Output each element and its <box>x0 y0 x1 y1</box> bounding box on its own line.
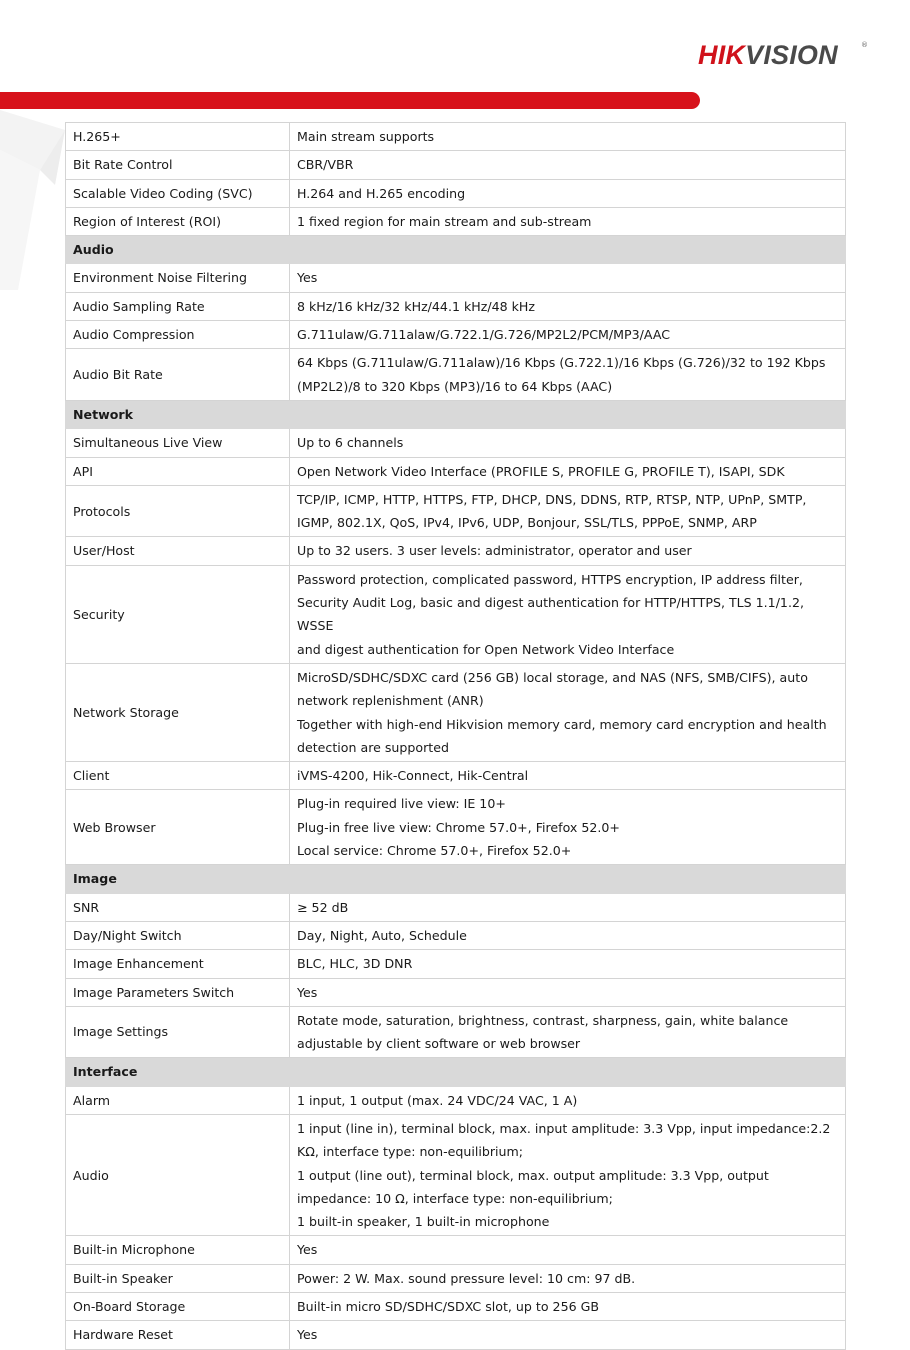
spec-label: Web Browser <box>66 790 290 865</box>
spec-value-line: (MP2L2)/8 to 320 Kbps (MP3)/16 to 64 Kbps (AAC) <box>297 378 613 394</box>
spec-value-line: G.711ulaw/G.711alaw/G.722.1/G.726/MP2L2/PCM/MP3/AAC <box>297 327 671 343</box>
spec-row <box>66 1264 846 1292</box>
spec-row <box>66 978 846 1006</box>
spec-value-line: Up to 6 channels <box>297 435 404 451</box>
spec-label: Built-in Microphone <box>66 1236 290 1264</box>
logo-part-vision: VISION <box>745 40 838 70</box>
spec-label: Alarm <box>66 1086 290 1114</box>
spec-value-line: 1 built-in speaker, 1 built-in microphone <box>297 1214 550 1230</box>
spec-label: User/Host <box>66 537 290 565</box>
spec-row <box>66 893 846 921</box>
spec-value <box>290 921 846 949</box>
spec-label: SNR <box>66 893 290 921</box>
spec-label: Audio Bit Rate <box>66 349 290 401</box>
section-title: Interface <box>66 1058 846 1086</box>
spec-value-line: network replenishment (ANR) <box>297 693 484 709</box>
spec-value <box>290 485 846 537</box>
spec-value <box>290 292 846 320</box>
spec-value <box>290 1236 846 1264</box>
spec-value-line: TCP/IP, ICMP, HTTP, HTTPS, FTP, DHCP, DNS, DDNS, RTP, RTSP, NTP, UPnP, SMTP, <box>297 491 807 507</box>
spec-label: On-Board Storage <box>66 1293 290 1321</box>
spec-label: API <box>66 457 290 485</box>
spec-value-line: Built-in micro SD/SDHC/SDXC slot, up to 256 GB <box>297 1299 599 1315</box>
spec-row <box>66 264 846 292</box>
spec-label: Client <box>66 762 290 790</box>
spec-value <box>290 264 846 292</box>
spec-value <box>290 429 846 457</box>
spec-value <box>290 1293 846 1321</box>
spec-row <box>66 207 846 235</box>
spec-value <box>290 457 846 485</box>
spec-value-line: Password protection, complicated password, HTTPS encryption, IP address filter, <box>297 571 803 587</box>
spec-value <box>290 950 846 978</box>
section-header-row <box>66 1058 846 1086</box>
spec-label: Image Parameters Switch <box>66 978 290 1006</box>
header-red-bar <box>0 92 700 109</box>
spec-value-line: KΩ, interface type: non-equilibrium; <box>297 1144 524 1160</box>
spec-row <box>66 1006 846 1058</box>
spec-label: Audio <box>66 1114 290 1235</box>
spec-value-line: Plug-in required live view: IE 10+ <box>297 796 506 812</box>
spec-row <box>66 1114 846 1235</box>
spec-label: Bit Rate Control <box>66 151 290 179</box>
spec-value-line: iVMS-4200, Hik-Connect, Hik-Central <box>297 768 529 784</box>
spec-value-line: BLC, HLC, 3D DNR <box>297 956 413 972</box>
hikvision-logo <box>698 38 868 72</box>
spec-row <box>66 429 846 457</box>
spec-value-line: Yes <box>297 1327 318 1343</box>
spec-row <box>66 151 846 179</box>
spec-value-line: 1 input (line in), terminal block, max. input amplitude: 3.3 Vpp, input impedance:2.2 <box>297 1120 831 1136</box>
spec-row <box>66 1293 846 1321</box>
spec-label: Environment Noise Filtering <box>66 264 290 292</box>
spec-value-line: ≥ 52 dB <box>297 899 349 915</box>
spec-value <box>290 179 846 207</box>
spec-value-line: CBR/VBR <box>297 157 354 173</box>
spec-value-line: and digest authentication for Open Network Video Interface <box>297 641 675 657</box>
section-header-row <box>66 236 846 264</box>
spec-value <box>290 1321 846 1349</box>
spec-row <box>66 321 846 349</box>
section-title: Network <box>66 400 846 428</box>
spec-value-line: detection are supported <box>297 739 449 755</box>
spec-value <box>290 790 846 865</box>
spec-value <box>290 762 846 790</box>
spec-label: Region of Interest (ROI) <box>66 207 290 235</box>
spec-value-line: 1 input, 1 output (max. 24 VDC/24 VAC, 1 A) <box>297 1092 578 1108</box>
spec-value <box>290 565 846 663</box>
spec-row <box>66 762 846 790</box>
spec-label: Image Enhancement <box>66 950 290 978</box>
spec-value-line: Open Network Video Interface (PROFILE S, PROFILE G, PROFILE T), ISAPI, SDK <box>297 463 785 479</box>
spec-row <box>66 921 846 949</box>
spec-value <box>290 1006 846 1058</box>
spec-table <box>65 122 846 1350</box>
spec-label: Audio Compression <box>66 321 290 349</box>
spec-row <box>66 349 846 401</box>
spec-row <box>66 790 846 865</box>
spec-label: Audio Sampling Rate <box>66 292 290 320</box>
spec-label: Security <box>66 565 290 663</box>
spec-value <box>290 1086 846 1114</box>
logo-part-hik: HIK <box>698 40 746 70</box>
spec-row <box>66 663 846 761</box>
spec-row <box>66 950 846 978</box>
spec-label: Day/Night Switch <box>66 921 290 949</box>
spec-value-line: Yes <box>297 270 318 286</box>
spec-row <box>66 123 846 151</box>
spec-value-line: adjustable by client software or web browser <box>297 1036 581 1052</box>
spec-label: Network Storage <box>66 663 290 761</box>
spec-value <box>290 1114 846 1235</box>
spec-row <box>66 1321 846 1349</box>
spec-row <box>66 457 846 485</box>
spec-row <box>66 1236 846 1264</box>
spec-value-line: Security Audit Log, basic and digest authentication for HTTP/HTTPS, TLS 1.1/1.2, WSSE <box>297 595 804 634</box>
spec-value-line: Up to 32 users. 3 user levels: administrator, operator and user <box>297 543 692 559</box>
spec-value-line: Day, Night, Auto, Schedule <box>297 927 467 943</box>
spec-value-line: Main stream supports <box>297 129 435 144</box>
spec-row <box>66 485 846 537</box>
spec-value <box>290 207 846 235</box>
spec-label: H.265+ <box>66 123 290 151</box>
spec-value <box>290 1264 846 1292</box>
section-title: Image <box>66 865 846 893</box>
spec-value <box>290 893 846 921</box>
section-header-row <box>66 865 846 893</box>
spec-value-line: impedance: 10 Ω, interface type: non-equilibrium; <box>297 1190 613 1206</box>
spec-row <box>66 565 846 663</box>
spec-value <box>290 663 846 761</box>
spec-label: Image Settings <box>66 1006 290 1058</box>
spec-value <box>290 978 846 1006</box>
spec-value-line: IGMP, 802.1X, QoS, IPv4, IPv6, UDP, Bonjour, SSL/TLS, PPPoE, SNMP, ARP <box>297 515 757 531</box>
spec-value-line: Yes <box>297 984 318 1000</box>
spec-value-line: 64 Kbps (G.711ulaw/G.711alaw)/16 Kbps (G.722.1)/16 Kbps (G.726)/32 to 192 Kbps <box>297 355 826 371</box>
spec-value-line: 1 fixed region for main stream and sub-stream <box>297 213 592 229</box>
section-header-row <box>66 400 846 428</box>
registered-mark: ® <box>861 41 868 49</box>
spec-row <box>66 537 846 565</box>
spec-label: Built-in Speaker <box>66 1264 290 1292</box>
spec-label: Protocols <box>66 485 290 537</box>
spec-value-line: 8 kHz/16 kHz/32 kHz/44.1 kHz/48 kHz <box>297 298 535 314</box>
spec-row <box>66 1086 846 1114</box>
spec-value-line: Plug-in free live view: Chrome 57.0+, Firefox 52.0+ <box>297 819 620 835</box>
spec-value-line: Rotate mode, saturation, brightness, contrast, sharpness, gain, white balance <box>297 1012 789 1028</box>
spec-value <box>290 537 846 565</box>
spec-row <box>66 292 846 320</box>
watermark-shape <box>0 110 70 290</box>
spec-value-line: MicroSD/SDHC/SDXC card (256 GB) local storage, and NAS (NFS, SMB/CIFS), auto <box>297 669 808 685</box>
spec-label: Scalable Video Coding (SVC) <box>66 179 290 207</box>
spec-value <box>290 151 846 179</box>
spec-label: Simultaneous Live View <box>66 429 290 457</box>
spec-value-line: Together with high-end Hikvision memory card, memory card encryption and health <box>297 716 827 732</box>
spec-value <box>290 321 846 349</box>
spec-value-line: Yes <box>297 1242 318 1258</box>
spec-label: Hardware Reset <box>66 1321 290 1349</box>
spec-row <box>66 179 846 207</box>
spec-value-line: 1 output (line out), terminal block, max. output amplitude: 3.3 Vpp, output <box>297 1167 769 1183</box>
spec-value-line: H.264 and H.265 encoding <box>297 185 466 201</box>
spec-value <box>290 349 846 401</box>
spec-value <box>290 123 846 151</box>
spec-value-line: Local service: Chrome 57.0+, Firefox 52.0+ <box>297 843 572 859</box>
section-title: Audio <box>66 236 846 264</box>
spec-value-line: Power: 2 W. Max. sound pressure level: 10 cm: 97 dB. <box>297 1270 636 1286</box>
